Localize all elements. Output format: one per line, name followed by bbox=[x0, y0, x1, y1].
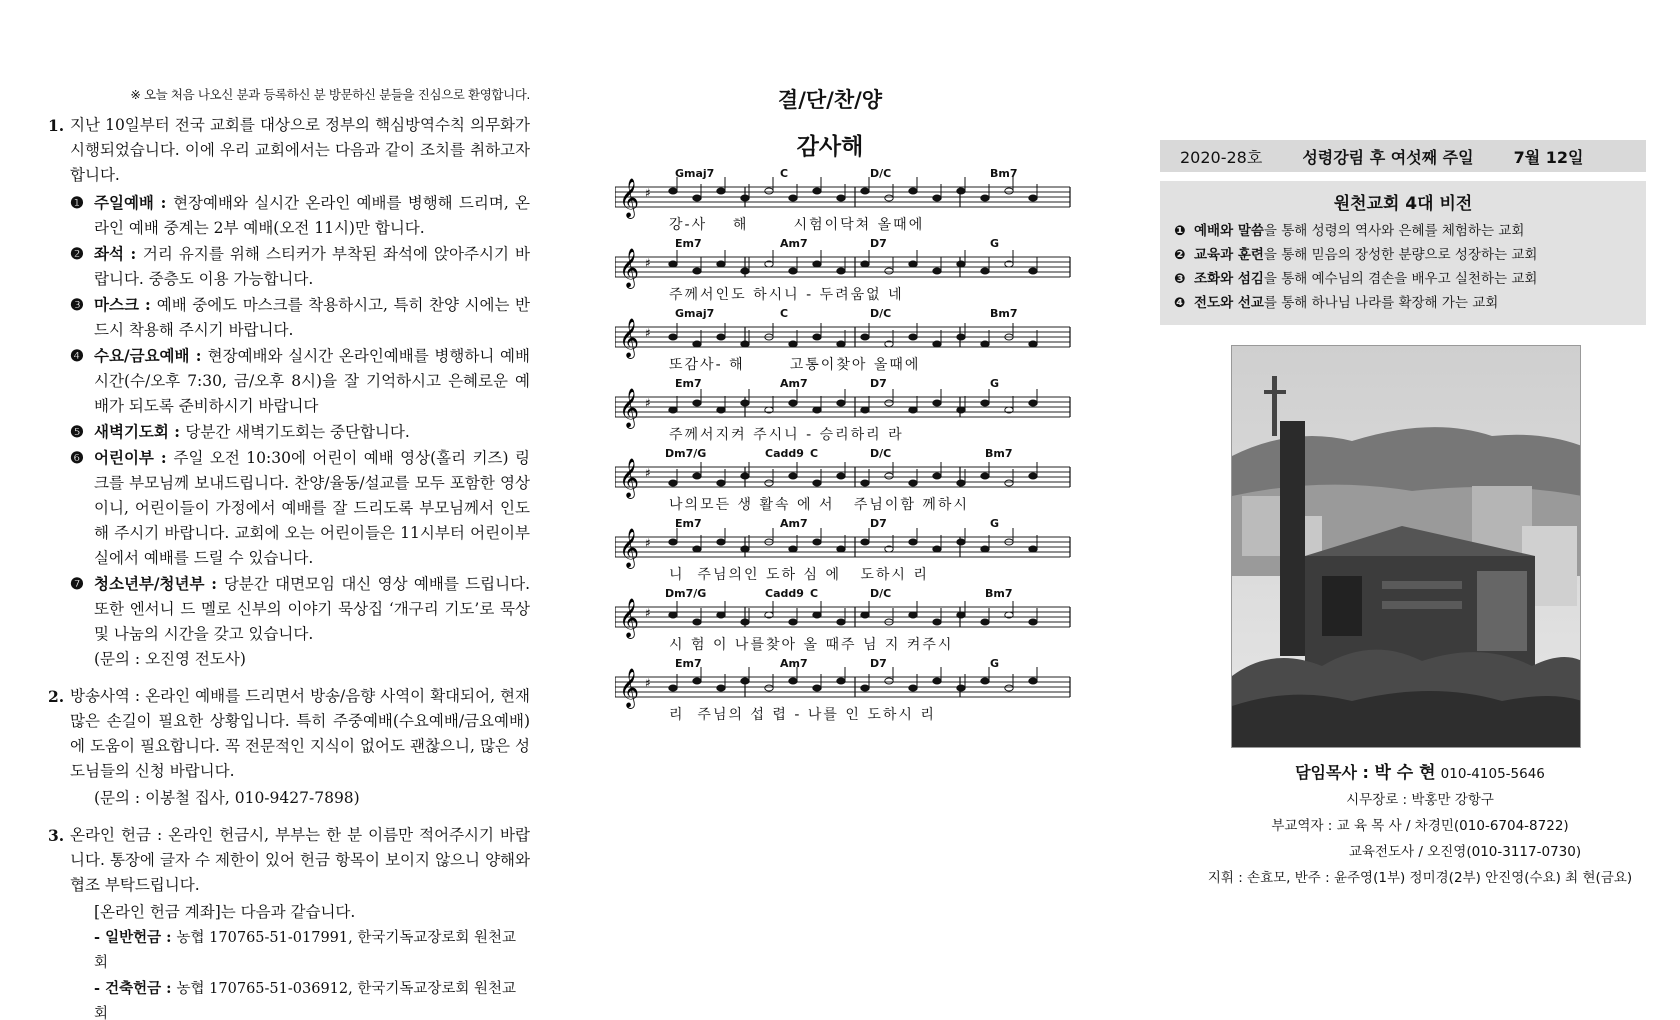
chord-label: Dm7/G bbox=[665, 447, 707, 460]
lyrics-line: 나의모든 생 활속 에 서 주님이함 께하시 bbox=[669, 497, 969, 513]
chord-label: Am7 bbox=[780, 657, 808, 670]
vision-item: ❹ 전도와 선교를 통해 하나님 나라를 확장해 가는 교회 bbox=[1174, 295, 1499, 311]
svg-text:𝄞: 𝄞 bbox=[619, 528, 640, 568]
svg-text:𝄞: 𝄞 bbox=[619, 318, 640, 358]
announcement-1-subitems bbox=[48, 190, 530, 647]
hymn-title: 감사해 bbox=[796, 134, 864, 160]
announcement-1: 1. 지난 10일부터 전국 교회를 대상으로 정부의 핵심방역수칙 의무화가 시행되었습니다. 이에 우리 교회에서는 다음과 같이 조치를 취하고자 합니다. bbox=[48, 116, 530, 184]
svg-text:♯: ♯ bbox=[645, 326, 651, 340]
issue-number: 2020-28호 bbox=[1180, 147, 1263, 167]
svg-text:𝄞: 𝄞 bbox=[619, 178, 640, 218]
lyrics-line: 강-사 해 시험이닥쳐 올때에 bbox=[669, 217, 925, 233]
church-photo bbox=[1231, 345, 1581, 748]
chord-label: Bm7 bbox=[985, 587, 1013, 600]
issue-date: 7월 12일 bbox=[1513, 147, 1584, 167]
chord-label: Em7 bbox=[675, 517, 702, 530]
staff-list bbox=[1180, 760, 1660, 891]
lyrics-line: 주께서인도 하시니 - 두려움없 네 bbox=[669, 287, 904, 303]
chord-label: Dm7/G bbox=[665, 587, 707, 600]
svg-text:𝄞: 𝄞 bbox=[619, 248, 640, 288]
chord-label: C bbox=[780, 307, 789, 320]
chord-label: G bbox=[990, 517, 1000, 530]
chord-label: Gmaj7 bbox=[675, 167, 715, 180]
chord-label: Bm7 bbox=[990, 167, 1018, 180]
contact-1: (문의 : 오진영 전도사) bbox=[94, 650, 246, 668]
music-stave bbox=[615, 587, 1075, 657]
account-building: - 건축헌금 : 농협 170765-51-036912, 한국기독교장로회 원천교회 bbox=[94, 980, 517, 1020]
svg-text:♯: ♯ bbox=[645, 186, 651, 200]
lyrics-line: 또감사- 해 고통이찾아 올때에 bbox=[669, 357, 921, 373]
hymn-subtitle: 결/단/찬/양 bbox=[777, 88, 883, 112]
chord-label: G bbox=[990, 657, 1000, 670]
contact-2: (문의 : 이봉철 집사, 010-9427-7898) bbox=[94, 789, 360, 807]
chord-label: G bbox=[990, 377, 1000, 390]
associate-pastor: 부교역자 : 교 육 목 사 / 차경민(010-6704-8722) bbox=[1271, 818, 1569, 834]
chord-label: Bm7 bbox=[990, 307, 1018, 320]
bulletin-info bbox=[1160, 140, 1646, 325]
chord-label: D/C bbox=[870, 447, 892, 460]
chord-label: D/C bbox=[870, 167, 892, 180]
svg-text:♯: ♯ bbox=[645, 606, 651, 620]
sheet-music bbox=[615, 167, 1085, 727]
chord-label: Am7 bbox=[780, 377, 808, 390]
lyrics-line: 시 험 이 나를찾아 올 때주 님 지 켜주시 bbox=[669, 637, 954, 653]
chord-label: Em7 bbox=[675, 377, 702, 390]
svg-text:♯: ♯ bbox=[645, 466, 651, 480]
chord-label: D/C bbox=[870, 587, 892, 600]
vision-item: ❷ 교육과 훈련을 통해 믿음의 장성한 분량으로 성장하는 교회 bbox=[1174, 247, 1538, 263]
chord-label: Bm7 bbox=[985, 447, 1013, 460]
announcement-3: 3. 온라인 헌금 : 온라인 헌금시, 부부는 한 분 이름만 적어주시기 바랍니다. 통장에 글자 수 제한이 있어 헌금 항목이 보이지 않으니 양해와 협조 부탁드립니다. bbox=[48, 826, 530, 894]
chord-label: D7 bbox=[870, 237, 887, 250]
lyrics-line: 니 주님의인 도하 심 에 도하시 리 bbox=[669, 567, 929, 583]
vision-item: ❸ 조화와 섬김을 통해 예수님의 겸손을 배우고 실천하는 교회 bbox=[1174, 271, 1538, 287]
chord-label: Em7 bbox=[675, 657, 702, 670]
chord-label: Em7 bbox=[675, 237, 702, 250]
music-staff: 지휘 : 손효모, 반주 : 윤주영(1부) 정미경(2부) 안진영(수요) 최 현(금요) bbox=[1207, 870, 1633, 886]
chord-label: C bbox=[810, 447, 819, 460]
subitem: ❺ 새벽기도회 : 당분간 새벽기도회는 중단합니다. bbox=[70, 422, 410, 441]
svg-text:𝄞: 𝄞 bbox=[619, 388, 640, 428]
subitem: ❼ 청소년부/청년부 : 당분간 대면모임 대신 영상 예배를 드립니다. 또한 엔서니 드 멜로 신부의 이야기 묵상집 ‘개구리 기도’로 묵상 및 나눔의 시간을 갖고 있습니다. bbox=[70, 574, 530, 643]
music-stave bbox=[615, 377, 1075, 447]
subitem: ❻ 어린이부 : 주일 오전 10:30에 어린이 예배 영상(홀리 키즈) 링크를 부모님께 보내드립니다. 찬양/율동/설교를 모두 포함한 영상이니, 어린이들이 가정에서 예배를 잘 드리도록 부모님께서 인도해 주시기 바랍니다. 교회에 오는 어린이들은 11시부터 어린이부실에서 예배를 드릴 수 있습니다. bbox=[70, 448, 530, 567]
education-evangelist: 교육전도사 / 오진영(010-3117-0730) bbox=[1348, 844, 1582, 860]
senior-pastor: 담임목사 : 박 수 현 010-4105-5646 bbox=[1295, 763, 1545, 783]
announcements bbox=[48, 82, 530, 1020]
svg-text:♯: ♯ bbox=[645, 256, 651, 270]
chord-label: C bbox=[810, 587, 819, 600]
chord-label: D/C bbox=[870, 307, 892, 320]
subitem: ❹ 수요/금요예배 : 현장예배와 실시간 온라인예배를 병행하니 예배 시간(수/오후 7:30, 금/오후 8시)을 잘 기억하시고 은혜로운 예배가 되도록 준비하시기 바랍니다 bbox=[70, 346, 531, 415]
chord-label: D7 bbox=[870, 377, 887, 390]
announcement-2: 2. 방송사역 : 온라인 예배를 드리면서 방송/음향 사역이 확대되어, 현재 많은 손길이 필요한 상황입니다. 특히 주중예배(수요예배/금요예배)에 도움이 필요합니다. 꼭 전문적인 지식이 없어도 괜찮으니, 많은 성도님들의 신청 바랍니다. bbox=[48, 687, 530, 780]
chord-label: Am7 bbox=[780, 517, 808, 530]
welcome-note: ※ 오늘 처음 나오신 분과 등록하신 분 방문하신 분들을 진심으로 환영합니다. bbox=[130, 87, 530, 102]
svg-text:♯: ♯ bbox=[645, 396, 651, 410]
chord-label: C bbox=[780, 167, 789, 180]
sunday-name: 성령강림 후 여섯째 주일 bbox=[1302, 147, 1474, 167]
account-intro: [온라인 헌금 계좌]는 다음과 같습니다. bbox=[94, 903, 356, 921]
subitem: ❸ 마스크 : 예배 중에도 마스크를 착용하시고, 특히 찬양 시에는 반드시 착용해 주시기 바랍니다. bbox=[70, 295, 531, 339]
svg-text:♯: ♯ bbox=[645, 536, 651, 550]
music-stave bbox=[615, 237, 1075, 307]
svg-text:♯: ♯ bbox=[645, 676, 651, 690]
issue-bar bbox=[1160, 140, 1646, 172]
chord-label: Am7 bbox=[780, 237, 808, 250]
chord-label: D7 bbox=[870, 657, 887, 670]
vision-title: 원천교회 4대 비전 bbox=[1333, 194, 1473, 214]
lyrics-line: 주께서지켜 주시니 - 승리하리 라 bbox=[669, 427, 904, 443]
music-stave bbox=[615, 447, 1075, 517]
chord-label: Cadd9 bbox=[765, 587, 804, 600]
music-stave bbox=[615, 307, 1075, 377]
elders: 시무장로 : 박홍만 강항구 bbox=[1346, 792, 1494, 808]
hymn-section bbox=[615, 84, 1085, 727]
svg-text:𝄞: 𝄞 bbox=[619, 598, 640, 638]
chord-label: Cadd9 bbox=[765, 447, 804, 460]
music-stave bbox=[615, 517, 1075, 587]
chord-label: Gmaj7 bbox=[675, 307, 715, 320]
subitem: ❶ 주일예배 : 현장예배와 실시간 온라인 예배를 병행해 드리며, 온라인 예배 중계는 2부 예배(오전 11시)만 합니다. bbox=[70, 193, 530, 237]
lyrics-line: 리 주님의 섭 렵 - 나를 인 도하시 리 bbox=[669, 707, 936, 723]
music-stave bbox=[615, 657, 1075, 727]
vision-box bbox=[1160, 181, 1646, 325]
music-stave bbox=[615, 167, 1075, 237]
account-general: - 일반헌금 : 농협 170765-51-017991, 한국기독교장로회 원천교회 bbox=[94, 929, 517, 971]
chord-label: G bbox=[990, 237, 1000, 250]
vision-item: ❶ 예배와 말씀을 통해 성령의 역사와 은혜를 체험하는 교회 bbox=[1174, 223, 1525, 239]
subitem: ❷ 좌석 : 거리 유지를 위해 스티커가 부착된 좌석에 앉아주시기 바랍니다. 중층도 이용 가능합니다. bbox=[70, 244, 531, 288]
svg-text:𝄞: 𝄞 bbox=[619, 458, 640, 498]
svg-text:𝄞: 𝄞 bbox=[619, 668, 640, 708]
chord-label: D7 bbox=[870, 517, 887, 530]
